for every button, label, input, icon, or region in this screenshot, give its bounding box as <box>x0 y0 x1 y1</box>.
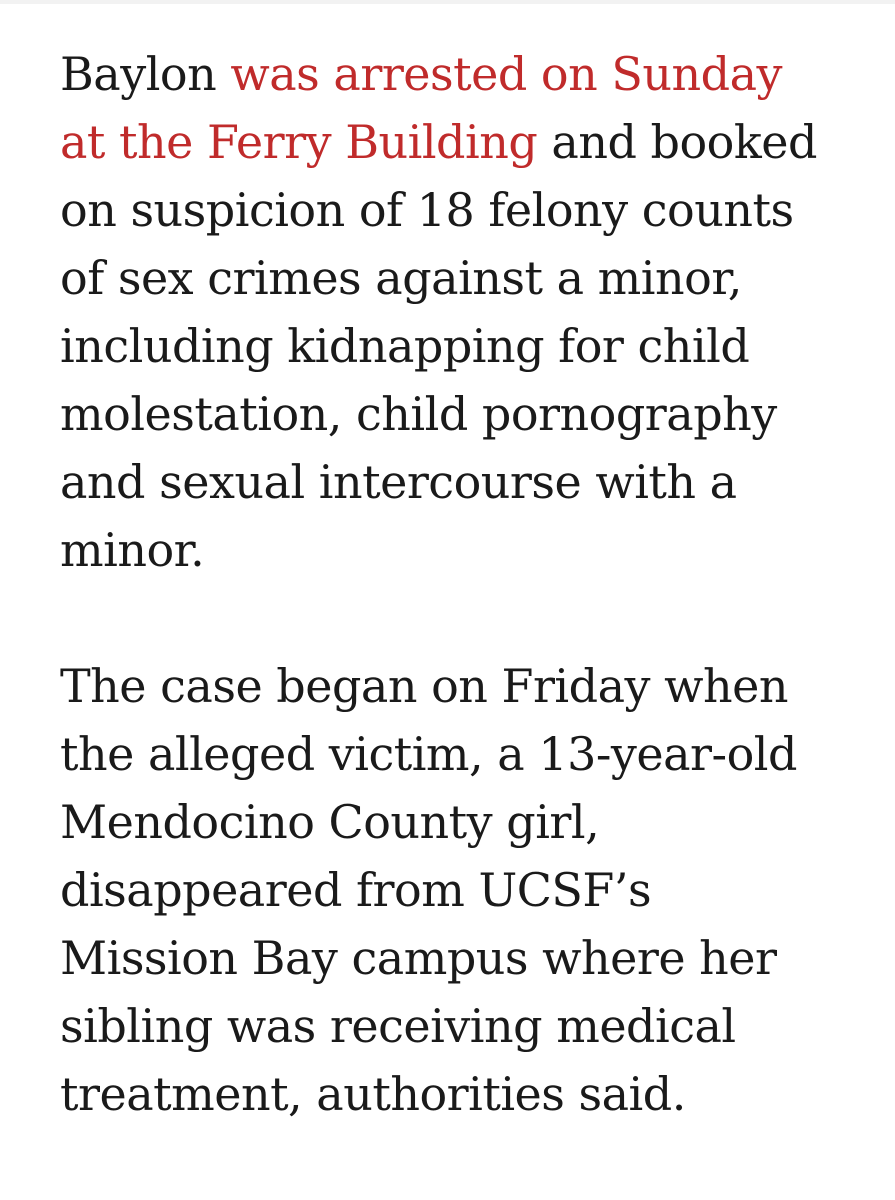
paragraph-line: molestation, child pornography <box>60 387 777 441</box>
top-divider <box>0 0 895 4</box>
link-text-part-2[interactable]: at the Ferry Building <box>60 115 538 169</box>
text-segment: Baylon <box>60 47 231 101</box>
paragraph-line: on suspicion of 18 felony counts <box>60 183 794 237</box>
paragraph-line: Mission Bay campus where her <box>60 931 777 985</box>
paragraph-line: Mendocino County girl, <box>60 795 600 849</box>
arrest-link-continued[interactable] <box>60 115 537 169</box>
paragraph-line: minor. <box>60 523 205 577</box>
paragraph-line: of sex crimes against a minor, <box>60 251 742 305</box>
paragraph-line: the alleged victim, a 13-year-old <box>60 727 797 781</box>
paragraph-line: The case began on Friday when <box>60 659 788 713</box>
paragraph-line <box>60 108 860 176</box>
paragraph-line: disappeared from UCSF’s <box>60 863 652 917</box>
paragraph-case <box>60 652 860 1128</box>
paragraph-line: treatment, authorities said. <box>60 1067 686 1121</box>
paragraph-line: including kidnapping for child <box>60 319 750 373</box>
arrest-link[interactable] <box>230 47 782 101</box>
paragraph-line <box>60 40 860 108</box>
article-body <box>60 40 860 1128</box>
paragraph-line: sibling was receiving medical <box>60 999 736 1053</box>
paragraph-arrest <box>60 40 860 584</box>
link-text-part-1[interactable]: was arrested on Sunday <box>230 47 782 101</box>
paragraph-line: and sexual intercourse with a <box>60 455 737 509</box>
text-segment: and booked <box>537 115 817 169</box>
